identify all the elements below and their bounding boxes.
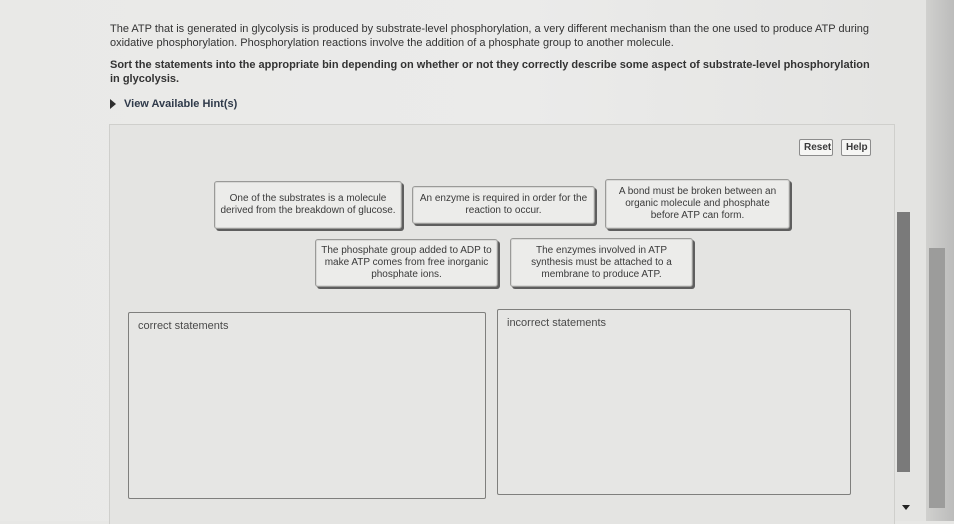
- incorrect-bin-label: incorrect statements: [507, 317, 607, 329]
- intro-text: The ATP that is generated in glycolysis is produced by substrate-level phosphorylation, a very different mechanism than the one used to produce ATP during oxidative phosphorylation. Phosphorylation reactions involve the addition of a phosphate group to another molecule.: [110, 23, 870, 49]
- caret-right-icon: [110, 99, 116, 109]
- correct-bin-label: correct statements: [138, 320, 229, 332]
- view-hints-toggle[interactable]: [110, 98, 237, 110]
- statement-card[interactable]: An enzyme is required in order for the reaction to occur.: [412, 186, 595, 224]
- scroll-down-arrow-icon[interactable]: [902, 505, 910, 510]
- help-button[interactable]: Help: [841, 139, 871, 156]
- statement-card[interactable]: The phosphate group added to ADP to make ATP comes from free inorganic phosphate ions.: [315, 239, 498, 287]
- panel-scrollbar[interactable]: [897, 212, 910, 472]
- instructions-text: Sort the statements into the appropriate bin depending on whether or not they correctly describe some aspect of substrate-level phosphorylation in glycolysis.: [110, 59, 870, 85]
- reset-button[interactable]: Reset: [799, 139, 833, 156]
- statement-card[interactable]: One of the substrates is a molecule derived from the breakdown of glucose.: [214, 181, 402, 229]
- incorrect-statements-bin[interactable]: [497, 309, 851, 495]
- view-hints-label: View Available Hint(s): [124, 98, 238, 110]
- statement-card[interactable]: A bond must be broken between an organic molecule and phosphate before ATP can form.: [605, 179, 790, 229]
- correct-statements-bin[interactable]: [128, 312, 486, 499]
- statement-card[interactable]: The enzymes involved in ATP synthesis must be attached to a membrane to produce ATP.: [510, 238, 693, 287]
- page-scrollbar[interactable]: [929, 248, 945, 508]
